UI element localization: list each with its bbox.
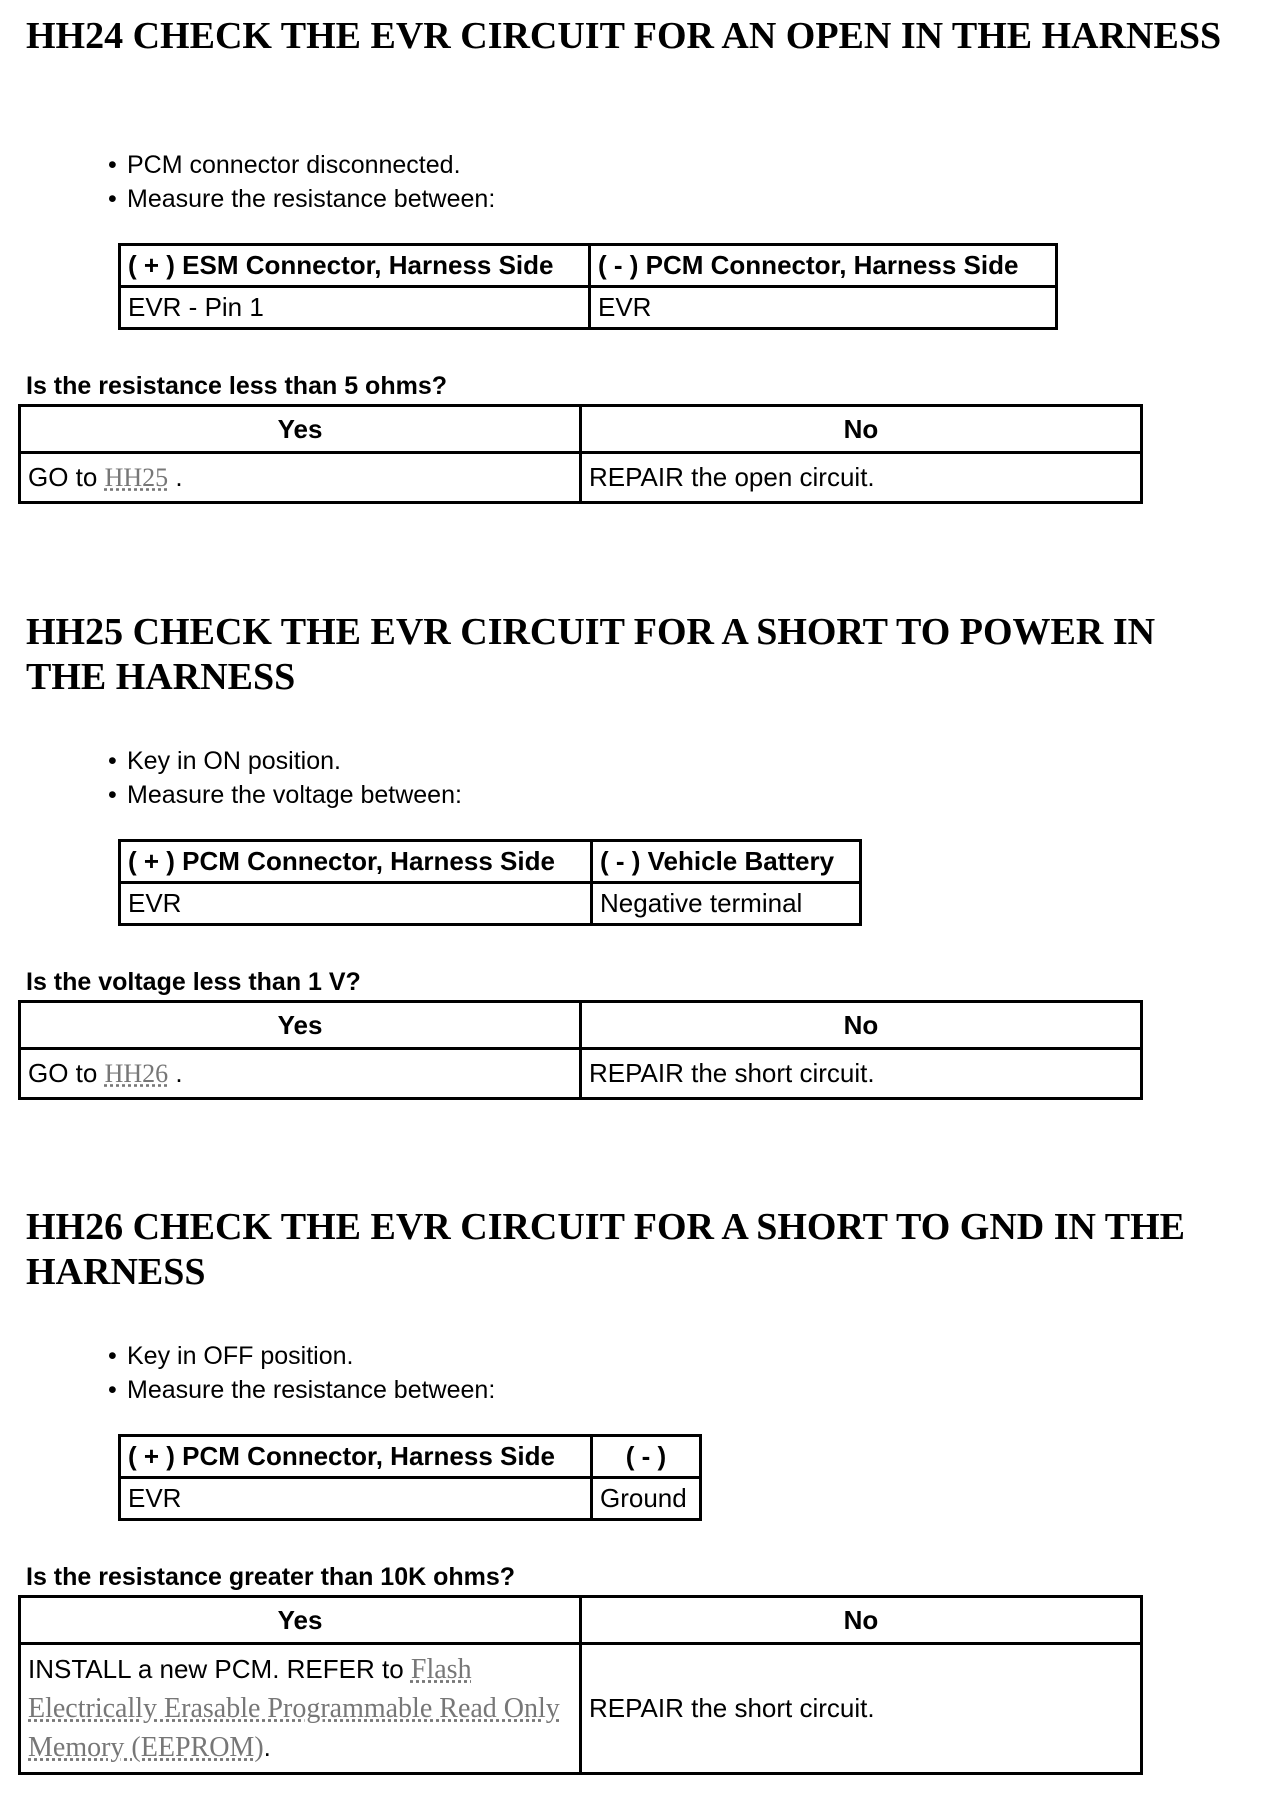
yes-action: GO to HH26 . xyxy=(20,1049,581,1099)
step-hh26 xyxy=(0,1205,1264,1795)
measurement-cell-negative: Negative terminal xyxy=(592,883,861,925)
step-title: HH26 CHECK THE EVR CIRCUIT FOR A SHORT TO GND IN THE HARNESS xyxy=(26,1206,1185,1293)
bullet-icon: • xyxy=(108,151,117,179)
link-flash-eeprom[interactable]: Flash Electrically Erasable Programmable Read Only Memory (EEPROM) xyxy=(28,1654,560,1763)
yes-action: INSTALL a new PCM. REFER to Flash Electrically Erasable Programmable Read Only Memory (EEPROM). xyxy=(20,1644,581,1774)
measurement-cell-negative: Ground xyxy=(592,1478,701,1520)
bullet-icon: • xyxy=(108,1342,117,1370)
instruction-list xyxy=(108,148,495,216)
no-action: REPAIR the open circuit. xyxy=(581,453,1142,503)
question-text: Is the voltage less than 1 V? xyxy=(26,968,361,996)
measurement-table xyxy=(118,243,1058,330)
measurement-header-negative: ( - ) xyxy=(592,1436,701,1478)
link-hh26[interactable]: HH26 xyxy=(104,1059,169,1088)
instruction-item: • Key in OFF position. xyxy=(108,1339,495,1373)
question-text: Is the resistance greater than 10K ohms? xyxy=(26,1563,516,1591)
bullet-icon: • xyxy=(108,185,117,213)
no-action: REPAIR the short circuit. xyxy=(581,1644,1142,1774)
instruction-item: • PCM connector disconnected. xyxy=(108,148,495,182)
measurement-header-positive: ( + ) PCM Connector, Harness Side xyxy=(120,841,592,883)
step-hh24 xyxy=(0,14,1264,514)
no-header: No xyxy=(581,1002,1142,1049)
bullet-icon: • xyxy=(108,781,117,809)
yes-action: GO to HH25 . xyxy=(20,453,581,503)
measurement-header-negative: ( - ) PCM Connector, Harness Side xyxy=(590,245,1057,287)
bullet-icon: • xyxy=(108,1376,117,1404)
question-text: Is the resistance less than 5 ohms? xyxy=(26,372,447,400)
instruction-item: • Key in ON position. xyxy=(108,744,462,778)
measurement-header-positive: ( + ) PCM Connector, Harness Side xyxy=(120,1436,592,1478)
instruction-list xyxy=(108,744,462,812)
no-header: No xyxy=(581,1597,1142,1644)
no-action: REPAIR the short circuit. xyxy=(581,1049,1142,1099)
no-header: No xyxy=(581,406,1142,453)
instruction-item: • Measure the resistance between: xyxy=(108,1373,495,1407)
link-hh25[interactable]: HH25 xyxy=(104,463,169,492)
measurement-table xyxy=(118,839,862,926)
bullet-icon: • xyxy=(108,747,117,775)
measurement-cell-positive: EVR xyxy=(120,883,592,925)
measurement-header-negative: ( - ) Vehicle Battery xyxy=(592,841,861,883)
yes-header: Yes xyxy=(20,1597,581,1644)
measurement-cell-positive: EVR - Pin 1 xyxy=(120,287,590,329)
measurement-cell-negative: EVR xyxy=(590,287,1057,329)
step-title: HH25 CHECK THE EVR CIRCUIT FOR A SHORT TO POWER IN THE HARNESS xyxy=(26,611,1156,698)
measurement-cell-positive: EVR xyxy=(120,1478,592,1520)
step-hh25 xyxy=(0,610,1264,1110)
step-title: HH24 CHECK THE EVR CIRCUIT FOR AN OPEN IN THE HARNESS xyxy=(26,15,1222,57)
instruction-item: • Measure the voltage between: xyxy=(108,778,462,812)
yes-no-table xyxy=(18,404,1143,504)
measurement-header-positive: ( + ) ESM Connector, Harness Side xyxy=(120,245,590,287)
yes-no-table xyxy=(18,1000,1143,1100)
instruction-item: • Measure the resistance between: xyxy=(108,182,495,216)
yes-header: Yes xyxy=(20,406,581,453)
yes-no-table xyxy=(18,1595,1143,1775)
yes-header: Yes xyxy=(20,1002,581,1049)
measurement-table xyxy=(118,1434,702,1521)
instruction-list xyxy=(108,1339,495,1407)
